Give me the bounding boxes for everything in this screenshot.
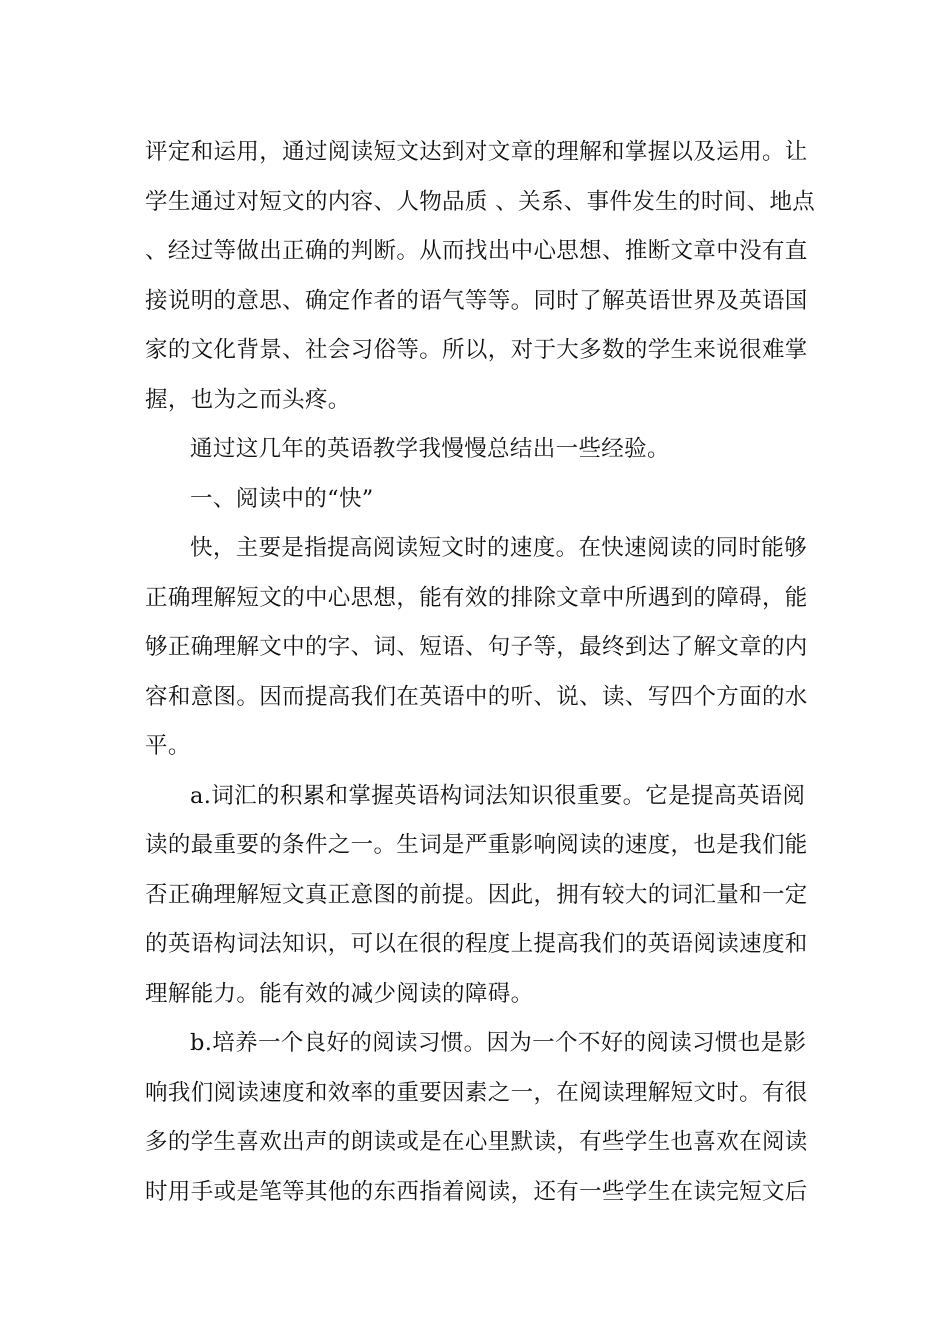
text-line: 的英语构词法知识，可以在很的程度上提高我们的英语阅读速度和 bbox=[145, 931, 808, 957]
text-line: 正确理解短文的中心思想，能有效的排除文章中所遇到的障碍，能 bbox=[145, 585, 808, 611]
text-line: 评定和运用，通过阅读短文达到对文章的理解和掌握以及运用。让 bbox=[145, 139, 808, 165]
text-line: 学生通过对短文的内容、人物品质 、关系、事件发生的时间、地点 bbox=[145, 189, 816, 215]
text-line: 握，也为之而头疼。 bbox=[145, 387, 351, 413]
text-line: 接说明的意思、确定作者的语气等等。同时了解英语世界及英语国 bbox=[145, 288, 808, 314]
text-line: 够正确理解文中的字、词、短语、句子等，最终到达了解文章的内 bbox=[145, 634, 808, 660]
text-line: 响我们阅读速度和效率的重要因素之一，在阅读理解短文时。有很 bbox=[145, 1080, 808, 1106]
text-line: 读的最重要的条件之一。生词是严重影响阅读的速度，也是我们能 bbox=[145, 832, 808, 858]
text-line: 理解能力。能有效的减少阅读的障碍。 bbox=[145, 981, 534, 1007]
text-line: 时用手或是笔等其他的东西指着阅读，还有一些学生在读完短文后 bbox=[145, 1179, 808, 1205]
section-heading: 一、阅读中的“快” bbox=[190, 486, 374, 512]
text-line: 否正确理解短文真正意图的前提。因此，拥有较大的词汇量和一定 bbox=[145, 882, 808, 908]
text-line: a.词汇的积累和掌握英语构词法知识很重要。它是提高英语阅 bbox=[190, 783, 806, 809]
text-line: 、经过等做出正确的判断。从而找出中心思想、推断文章中没有直 bbox=[145, 238, 808, 264]
text-line: 家的文化背景、社会习俗等。所以，对于大多数的学生来说很难掌 bbox=[145, 337, 808, 363]
text-line: 平。 bbox=[145, 733, 191, 759]
text-line: 容和意图。因而提高我们在英语中的听、说、读、写四个方面的水 bbox=[145, 684, 808, 710]
text-line: 通过这几年的英语教学我慢慢总结出一些经验。 bbox=[190, 436, 670, 462]
text-line: 快，主要是指提高阅读短文时的速度。在快速阅读的同时能够 bbox=[190, 535, 807, 561]
text-line: b.培养一个良好的阅读习惯。因为一个不好的阅读习惯也是影 bbox=[190, 1030, 807, 1056]
text-line: 多的学生喜欢出声的朗读或是在心里默读，有些学生也喜欢在阅读 bbox=[145, 1129, 808, 1155]
